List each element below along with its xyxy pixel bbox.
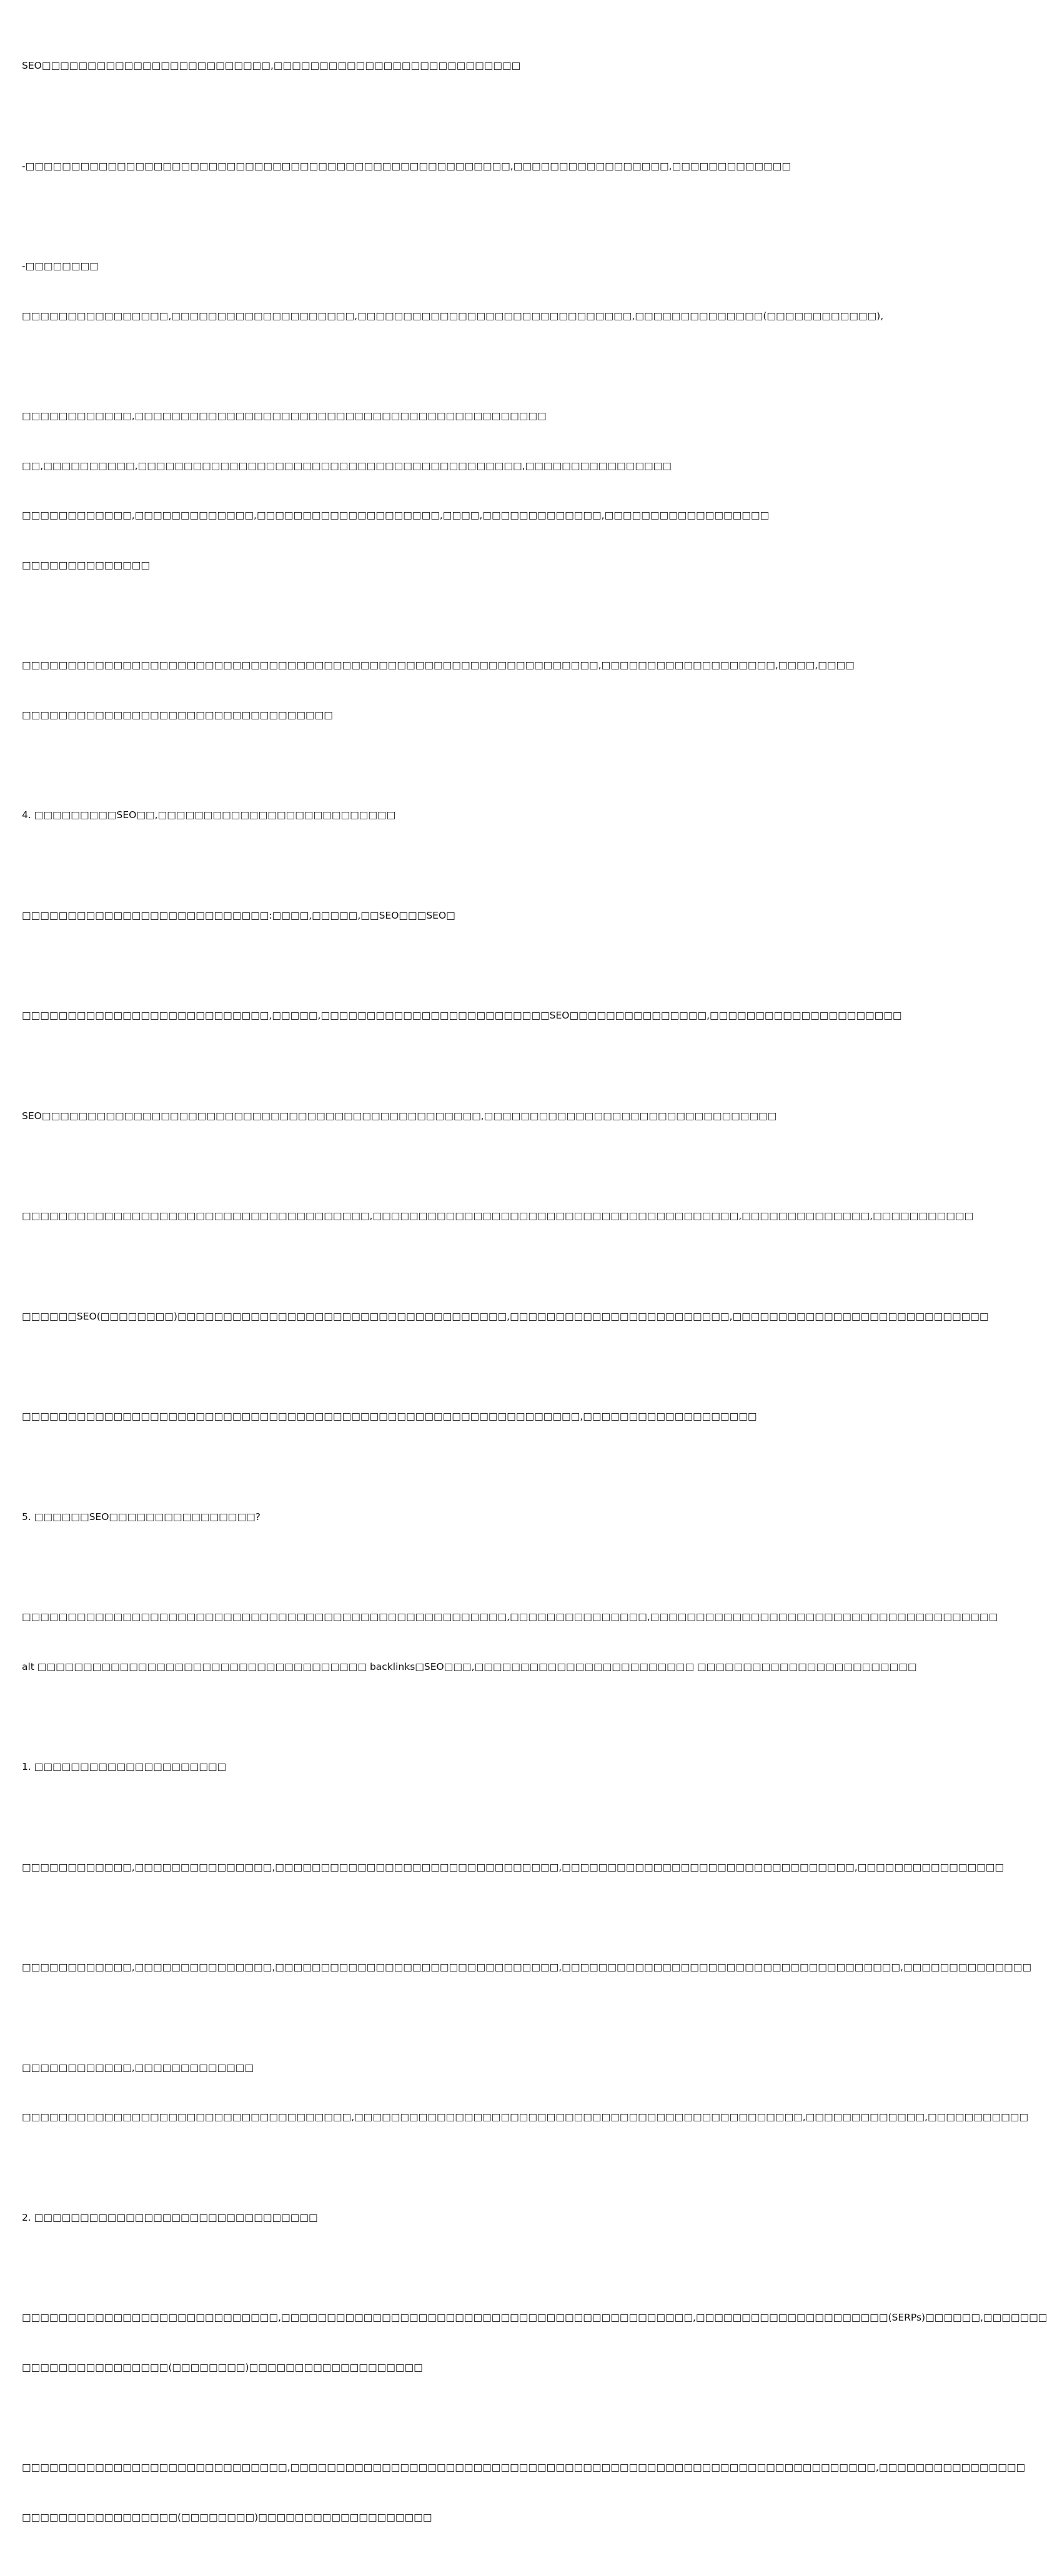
text-line: □□□□□□□□□□□□□□□□,□□□□□□□□□□□□□□□□□□□□,□□□□□□□□□□□□□□□□□□□□□□□□□□□□□□,□□□□□□□□□□□□□□(□□□□□□□□□□□□), (22, 310, 884, 322)
text-line: □□□□□□□□□□□□□□□□□□□□□□□□□□□□,□□□□□□□□□□□□□□□□□□□□□□□□□□□□□□□□□□□□□□□□□□□□□,□□□□□□□□□□□□□□□□□□□□□(SERPs)□□□□□□,□□□□□□□ (22, 2312, 1047, 2323)
section-heading-4 (22, 774, 618, 857)
text-line: □□□□□□□□□□□□,□□□□□□□□□□□□□□□,□□□□□□□□□□□□□□□□□□□□□□□□□□□□□□□,□□□□□□□□□□□□□□□□□□□□□□□□□□□□□□□□□□□□□,□□□□□□□□□□□□□□ (22, 1962, 1031, 1973)
paragraph-3 (22, 225, 884, 357)
text-line: □□□□□□□□□□□□□□□□□□□□□□□□□□□,□□□□□,□□□□□□□□□□□□□□□□□□□□□□□□□SEO□□□□□□□□□□□□□□□,□□□□□□□□□□□□□□□□□□□□□ (22, 1010, 902, 1021)
heading-text: 5. □□□□□□SEO□□□□□□□□□□□□□□□□? (22, 1511, 261, 1522)
text-line: -□□□□□□□□□□□□□□□□□□□□□□□□□□□□□□□□□□□□□□□□□□□□□□□□□□□□□,□□□□□□□□□□□□□□□□□,□□□□□□□□□□□□□ (22, 160, 791, 172)
heading-text: 2. □□□□□□□□□□□□□□□□□□□□□□□□□□□□□□□ (22, 2211, 318, 2223)
heading-text: 1. □□□□□□□□□□□□□□□□□□□□□ (22, 1761, 227, 1772)
text-line: □□□□□□□□□□□□□□□□□□□□□□□□□□□□□□□□□□□□□□,□□□□□□□□□□□□□□□□□□□□□□□□□□□□□□□□□□□□□□□□,□□□□□□□□□□□□□□,□□□□□□□□□□□ (22, 1210, 974, 1221)
text-line: alt □□□□□□□□□□□□□□□□□□□□□□□□□□□□□□□□□□□□ backlinks□SEO□□□,□□□□□□□□□□□□□□□□□□□□□□□□ □□□□□□□□□□□□□□□□□□□□□□□□ (22, 1661, 917, 1672)
text-line: □□□□□□□□□□□□□□□□□□□□□□□□□□□□□□□□□□□□,□□□□□□□□□□□□□□□□□□□□□□□□□□□□□□□□□□□□□□□□□□□□□□□□□,□□□□□□□□□□□□□,□□□□□□□□□□□ (22, 2111, 1029, 2123)
text-line: □□□□□□□□□□□□,□□□□□□□□□□□□□ (22, 2061, 254, 2073)
text-line: □□□□□□□□□□□□□□□□□□□□□□□□□□□□□□□□□□ (22, 709, 333, 721)
paragraph-17 (22, 2426, 1026, 2559)
text-line: □□□□□□□□□□□□□□□□□□□□□□□□□□□□□□□□□□□□□□□□□□□□□□□□□□□□□□□□□□□□□□□,□□□□□□□□□□□□□□□□□□□,□□□□,□□□□ (22, 659, 855, 671)
paragraph-4 (22, 375, 770, 606)
text-line: □□□□□□□□□□□□□□□□□□□□□□□□□□□:□□□□,□□□□□,□□SEO□□□SEO□ (22, 909, 455, 921)
subsection-heading-2 (22, 2176, 618, 2259)
paragraph-16 (22, 2276, 1047, 2409)
text-line: □□□□□□□□□□□□□□□□□□□□□□□□□□□□□□□□□□□□□□□□□□□□□□□□□□□□□,□□□□□□□□□□□□□□□,□□□□□□□□□□□□□□□□□□□□□□□□□□□□□□□□□□□□□□ (22, 1611, 998, 1622)
paragraph-6 (22, 874, 618, 957)
text-line: □□□□□□□□□□□□,□□□□□□□□□□□□□□□□□□□□□□□□□□□□□□□□□□□□□□□□□□□□□ (22, 410, 547, 422)
heading-text: 4. □□□□□□□□□SEO□□,□□□□□□□□□□□□□□□□□□□□□□□□□□ (22, 809, 396, 821)
text-line: □□,□□□□□□□□□□,□□□□□□□□□□□□□□□□□□□□□□□□□□□□□□□□□□□□□□□□□□,□□□□□□□□□□□□□□□□ (22, 460, 672, 471)
paragraph-12 (22, 1576, 998, 1708)
subsection-heading-1 (22, 1725, 618, 1809)
paragraph-15 (22, 2026, 1029, 2159)
document-body (22, 24, 1047, 2576)
paragraph-11 (22, 1375, 757, 1458)
text-line: SEO□□□□□□□□□□□□□□□□□□□□□□□□□□□□□□□□□□□□□□□□□□□□□□□□,□□□□□□□□□□□□□□□□□□□□□□□□□□□□□□□□ (22, 1110, 777, 1122)
text-line: -□□□□□□□□ (22, 260, 99, 272)
paragraph-7 (22, 974, 902, 1057)
section-heading-5 (22, 1476, 618, 1559)
text-line: □□□□□□□□□□□□□□□□□□□□□□□□□□□□□,□□□□□□□□□□□□□□□□□□□□□□□□□□□□□□□□□□□□□□□□□□□□□□□□□□□□□□□□□□□□□□□□,□□□□□□□□□□□□□□□□ (22, 2462, 1026, 2473)
paragraph-5 (22, 624, 855, 756)
paragraph-14 (22, 1926, 1031, 2009)
text-line: □□□□□□SEO(□□□□□□□□)□□□□□□□□□□□□□□□□□□□□□□□□□□□□□□□□□□□□,□□□□□□□□□□□□□□□□□□□□□□□□,□□□□□□□□□□□□□□□□□□□□□□□□□□□□ (22, 1310, 989, 1322)
text-line: SEO□□□□□□□□□□□□□□□□□□□□□□□□□,□□□□□□□□□□□□□□□□□□□□□□□□□□□ (22, 60, 521, 71)
text-line: □□□□□□□□□□□□,□□□□□□□□□□□□□,□□□□□□□□□□□□□□□□□□□□,□□□□,□□□□□□□□□□□□□,□□□□□□□□□□□□□□□□□□ (22, 510, 770, 521)
text-line: □□□□□□□□□□□□,□□□□□□□□□□□□□□□,□□□□□□□□□□□□□□□□□□□□□□□□□□□□□□□,□□□□□□□□□□□□□□□□□□□□□□□□□□□□□□□□,□□□□□□□□□□□□□□□□ (22, 1861, 1005, 1873)
paragraph-10 (22, 1275, 989, 1358)
paragraph-2 (22, 125, 791, 208)
text-line: □□□□□□□□□□□□□□ (22, 559, 151, 571)
paragraph-13 (22, 1826, 1005, 1909)
text-line: □□□□□□□□□□□□□□□□(□□□□□□□□)□□□□□□□□□□□□□□□□□□□ (22, 2361, 423, 2373)
text-line: □□□□□□□□□□□□□□□□□□□□□□□□□□□□□□□□□□□□□□□□□□□□□□□□□□□□□□□□□□□□□,□□□□□□□□□□□□□□□□□□□ (22, 1411, 757, 1422)
paragraph-8 (22, 1075, 777, 1158)
paragraph-9 (22, 1175, 974, 1258)
paragraph-1 (22, 24, 618, 107)
text-line: □□□□□□□□□□□□□□□□□(□□□□□□□□)□□□□□□□□□□□□□□□□□□□ (22, 2511, 432, 2523)
